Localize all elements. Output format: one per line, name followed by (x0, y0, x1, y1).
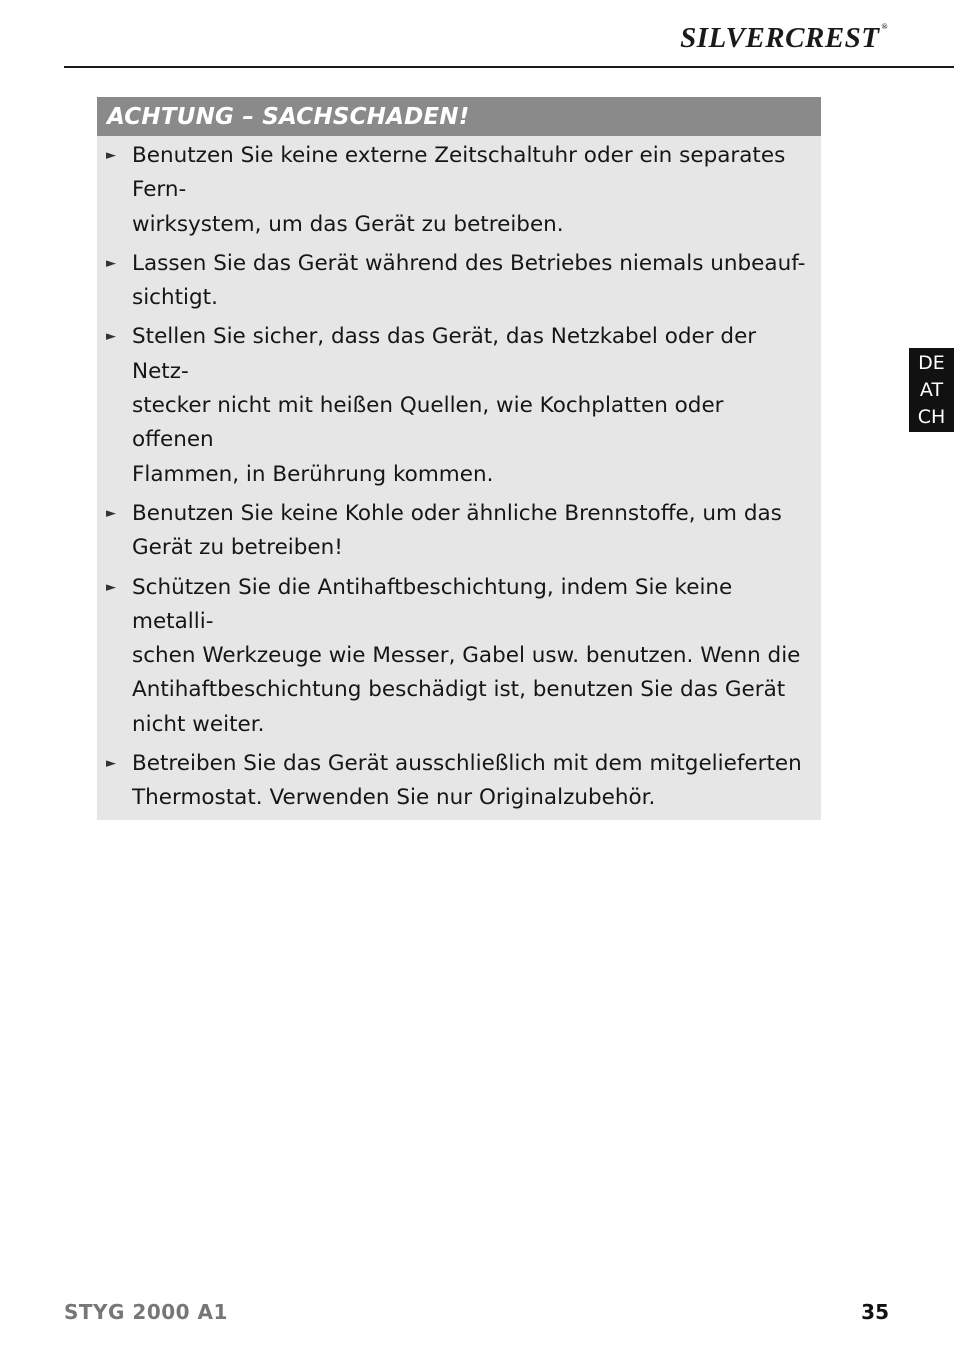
list-item (97, 247, 821, 316)
warning-list (97, 139, 821, 816)
list-item-text: Betreiben Sie das Gerät ausschließlich mit dem mitgelieferten Thermostat. Verwenden Sie nur Originalzubehör. (132, 751, 802, 811)
warning-box (97, 97, 821, 820)
list-item-text: Benutzen Sie keine Kohle oder ähnliche Brennstoffe, um das Gerät zu betreiben! (132, 500, 782, 561)
triangle-bullet-icon: ► (106, 505, 116, 521)
language-code: CH (917, 406, 946, 428)
list-item-text: Lassen Sie das Gerät während des Betriebes niemals unbeauf- sichtigt. (132, 250, 806, 311)
language-tab (909, 348, 954, 432)
list-item (97, 747, 821, 816)
triangle-bullet-icon: ► (106, 255, 116, 271)
list-item-text: Schützen Sie die Antihaftbeschichtung, indem Sie keine metalli- schen Werkzeuge wie Messer, Gabel usw. benutzen. Wenn die Antihaftbeschichtung beschädigt ist, benutzen Sie das Gerät nicht weiter. (132, 574, 801, 737)
triangle-bullet-icon: ► (106, 756, 116, 772)
header-rule (64, 66, 954, 68)
list-item-text: Benutzen Sie keine externe Zeitschaltuhr oder ein separates Fern- wirksystem, um das Gerät zu betreiben. (132, 143, 786, 237)
list-item (97, 497, 821, 566)
triangle-bullet-icon: ► (106, 148, 116, 163)
language-code: AT (919, 379, 944, 401)
page-number: 35 (861, 1300, 889, 1324)
list-item (97, 571, 821, 742)
footer-model: STYG 2000 A1 (64, 1300, 228, 1324)
list-item-text: Stellen Sie sicher, dass das Gerät, das Netzkabel oder der Netz- stecker nicht mit heißen Quellen, wie Kochplatten oder offenen Flammen, in Berührung kommen. (132, 324, 757, 487)
language-code: DE (918, 352, 945, 374)
list-item (97, 139, 821, 242)
brand-name: SILVERCREST (680, 22, 880, 54)
list-item (97, 320, 821, 491)
triangle-bullet-icon: ► (106, 329, 116, 345)
registered-mark: ® (881, 22, 888, 31)
brand-logo (680, 22, 888, 55)
warning-title: ACHTUNG – SACHSCHADEN! (97, 97, 821, 136)
triangle-bullet-icon: ► (106, 579, 116, 595)
